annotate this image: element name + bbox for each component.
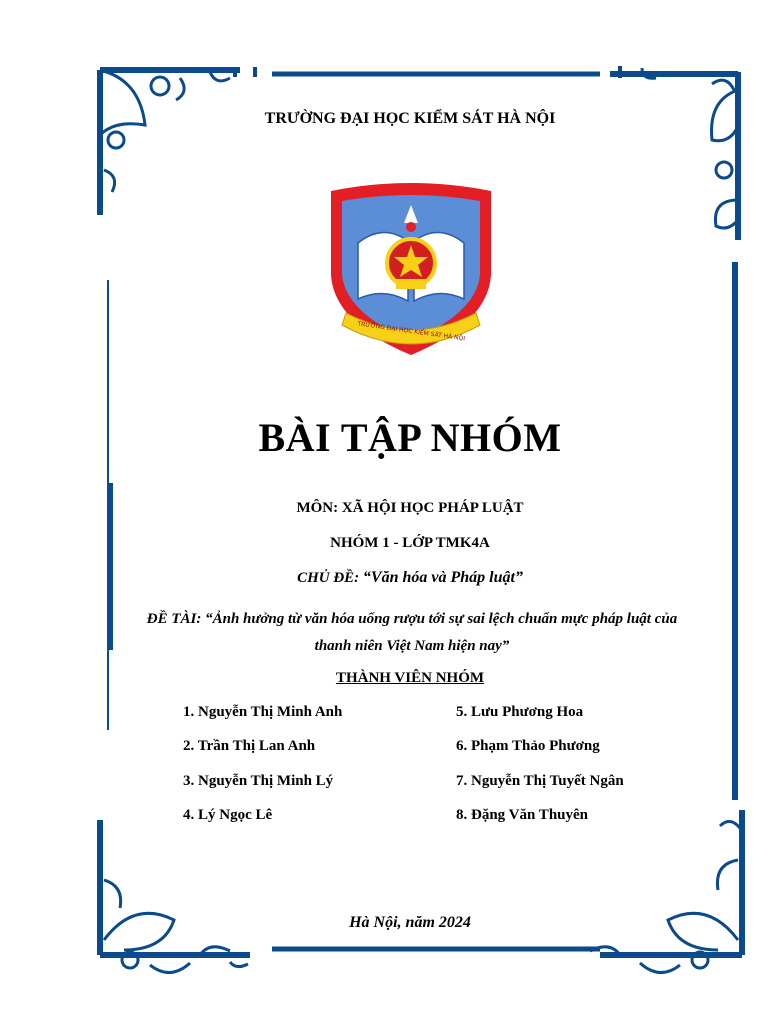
member-item: 6. Phạm Thảo Phương	[456, 738, 600, 754]
corner-ornament-bottom-right	[590, 810, 742, 973]
document-title: BÀI TẬP NHÓM	[258, 415, 562, 460]
topic-value: “Văn hóa và Pháp luật”	[362, 569, 523, 586]
university-name: TRƯỜNG ĐẠI HỌC KIỂM SÁT HÀ NỘI	[264, 110, 556, 127]
members-heading: THÀNH VIÊN NHÓM	[335, 670, 485, 686]
member-item: 8. Đặng Văn Thuyên	[456, 807, 588, 823]
member-item: 1. Nguyễn Thị Minh Anh	[183, 704, 343, 720]
corner-ornament-bottom-left	[100, 820, 250, 973]
thesis-label: ĐỀ TÀI:	[146, 611, 202, 627]
thesis-block	[112, 606, 712, 660]
subject-line: MÔN: XÃ HỘI HỌC PHÁP LUẬT	[296, 500, 524, 516]
corner-ornament-top-right	[610, 66, 738, 240]
topic-line	[110, 569, 710, 587]
member-item: 4. Lý Ngọc Lê	[183, 807, 273, 823]
place-date: Hà Nội, năm 2024	[349, 914, 471, 931]
member-item: 7. Nguyễn Thị Tuyết Ngân	[456, 773, 624, 789]
member-item: 3. Nguyễn Thị Minh Lý	[183, 773, 334, 789]
member-item: 2. Trần Thị Lan Anh	[183, 738, 316, 754]
thesis-line-2: thanh niên Việt Nam hiện nay”	[314, 638, 510, 654]
university-logo	[328, 183, 494, 359]
thesis-line-1: “Ảnh hưởng từ văn hóa uống rượu tới sự sai lệch chuẩn mực pháp luật của	[205, 611, 678, 627]
group-class-line: NHÓM 1 - LỚP TMK4A	[330, 535, 490, 551]
topic-label: CHỦ ĐỀ:	[297, 570, 360, 586]
corner-ornament-top-left	[100, 67, 255, 215]
logo-ribbon-text: TRƯỜNG ĐẠI HỌC KIỂM SÁT HÀ NỘI	[357, 320, 466, 343]
member-item: 5. Lưu Phương Hoa	[456, 704, 584, 720]
